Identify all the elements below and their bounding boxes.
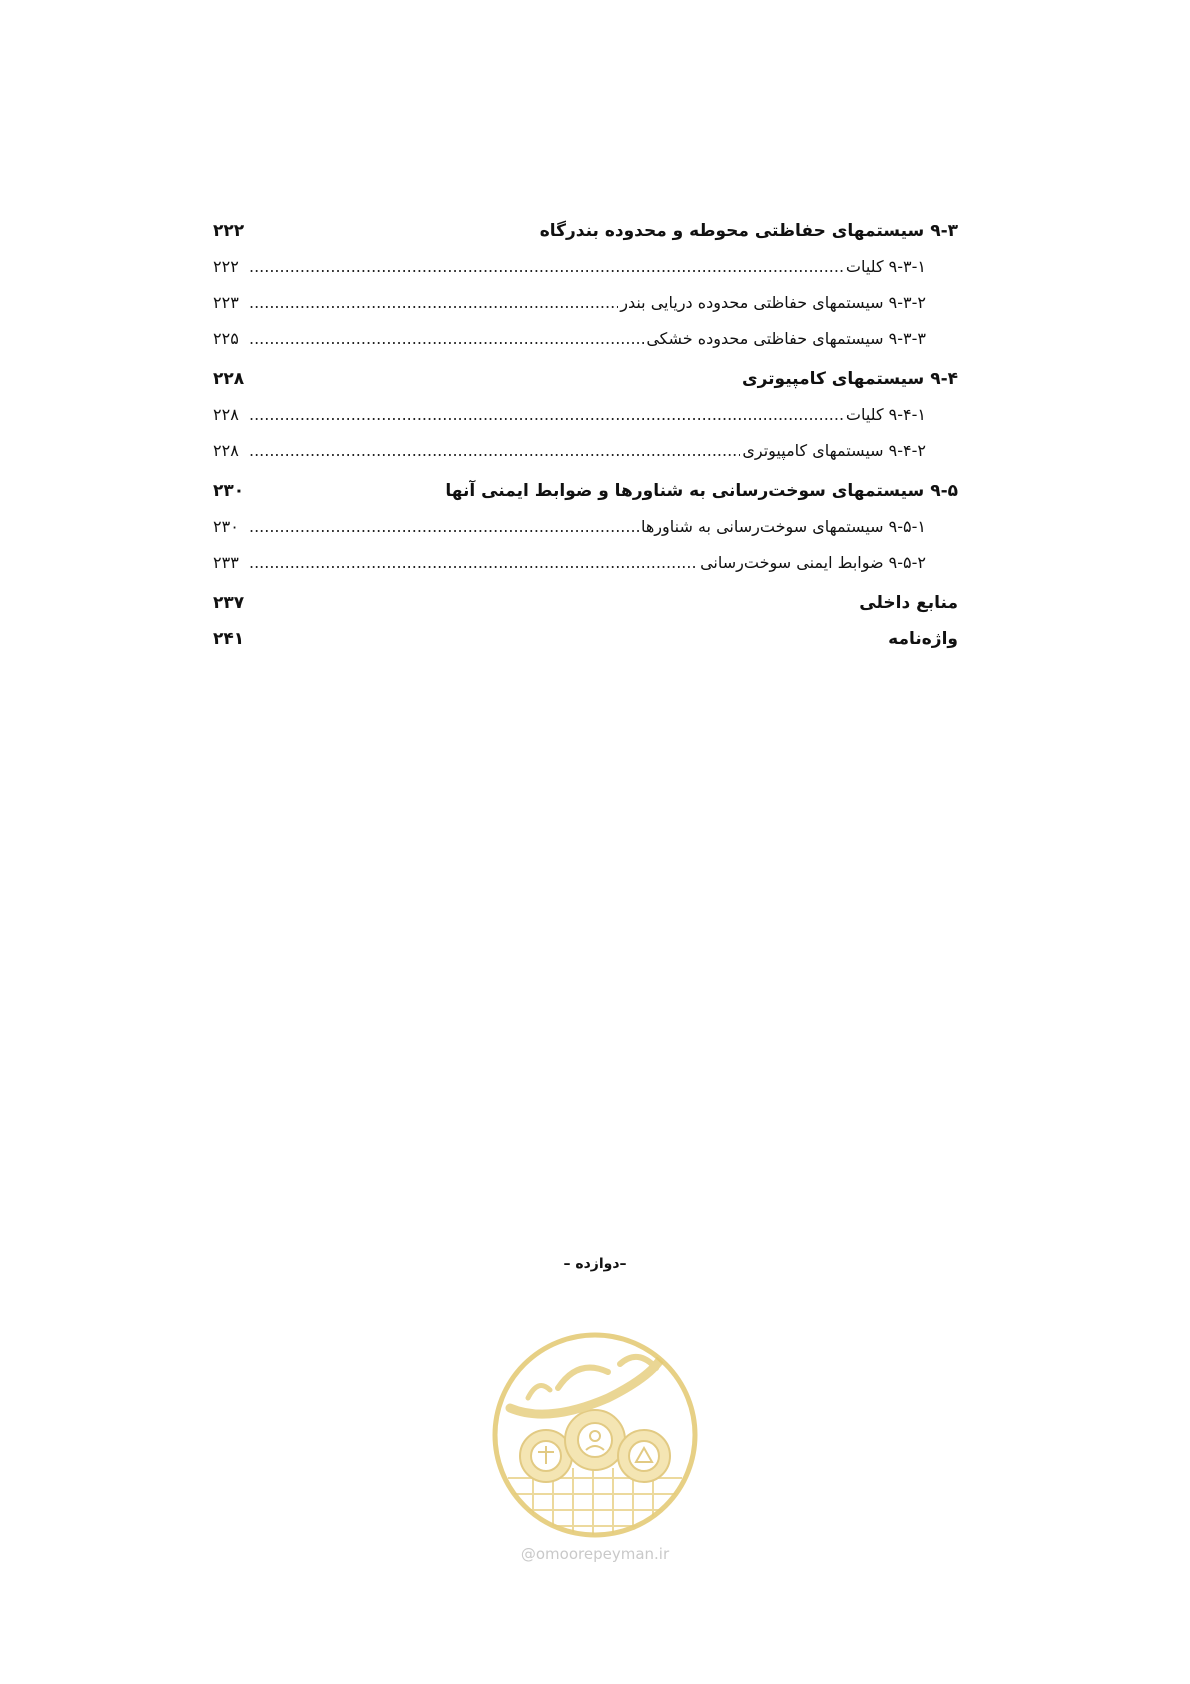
- dot-leader: [249, 321, 644, 357]
- toc-entry-title: ۹-۳-۲ سیستمهای حفاظتی محدوده دریایی بندر: [620, 293, 926, 312]
- toc-entry-title: ۹-۳ سیستمهای حفاظتی محوطه و محدوده بندرگاه: [539, 221, 958, 241]
- dot-leader: [249, 285, 618, 321]
- toc-entry-page: ۲۲۳: [213, 293, 239, 312]
- toc-entry-page: ۲۲۲: [213, 221, 245, 241]
- toc-entry-page: ۲۲۵: [213, 329, 239, 348]
- toc-entry[interactable]: [213, 249, 958, 285]
- toc-entry-title: ۹-۵ سیستمهای سوخت‌رسانی به شناورها و ضوابط ایمنی آنها: [445, 481, 958, 501]
- toc-entry[interactable]: [213, 545, 958, 581]
- toc-entry-title: ۹-۴-۱ کلیات: [845, 405, 926, 424]
- dot-leader: [249, 545, 698, 581]
- toc-entry-page: ۲۳۳: [213, 553, 239, 572]
- toc-entry-title: ۹-۵-۱ سیستمهای سوخت‌رسانی به شناورها: [640, 517, 926, 536]
- toc-entry-page: ۲۳۰: [213, 481, 245, 501]
- toc-entry[interactable]: [213, 585, 958, 621]
- toc-entry-page: ۲۲۸: [213, 405, 239, 424]
- toc-entry[interactable]: [213, 473, 958, 509]
- toc-entry[interactable]: [213, 213, 958, 249]
- toc-entry[interactable]: [213, 621, 958, 657]
- toc-entry-page: ۲۳۰: [213, 517, 239, 536]
- toc-entry[interactable]: [213, 397, 958, 433]
- page-number-footer: – دوازده–: [563, 1256, 627, 1272]
- toc-entry-page: ۲۲۲: [213, 257, 239, 276]
- toc-entry-title: ۹-۳-۱ کلیات: [845, 257, 926, 276]
- dot-leader: [249, 249, 844, 285]
- toc-entry-page: ۲۳۷: [213, 593, 245, 613]
- toc-entry-title: ۹-۴-۲ سیستمهای کامپیوتری: [742, 441, 926, 460]
- toc-entry-page: ۲۴۱: [213, 629, 245, 649]
- toc-entry-page: ۲۲۸: [213, 441, 239, 460]
- dot-leader: [249, 397, 844, 433]
- dot-leader: [249, 509, 639, 545]
- toc-entry-title: واژه‌نامه: [888, 629, 958, 649]
- dot-leader: [249, 433, 740, 469]
- toc-entry[interactable]: [213, 285, 958, 321]
- toc-entry[interactable]: [213, 321, 958, 357]
- toc-entry[interactable]: [213, 433, 958, 469]
- toc-entry-title: ۹-۳-۳ سیستمهای حفاظتی محدوده خشکی: [646, 329, 926, 348]
- toc-entry[interactable]: [213, 361, 958, 397]
- watermark-logo: [488, 1328, 702, 1542]
- toc-entry-title: ۹-۵-۲ ضوابط ایمنی سوخت‌رسانی: [700, 553, 926, 572]
- toc-entry-title: ۹-۴ سیستمهای کامپیوتری: [742, 369, 958, 389]
- watermark-url: @omoorepeyman.ir: [520, 1545, 670, 1563]
- table-of-contents: [213, 213, 958, 657]
- toc-entry[interactable]: [213, 509, 958, 545]
- toc-entry-page: ۲۲۸: [213, 369, 245, 389]
- toc-entry-title: منابع داخلی: [859, 593, 958, 613]
